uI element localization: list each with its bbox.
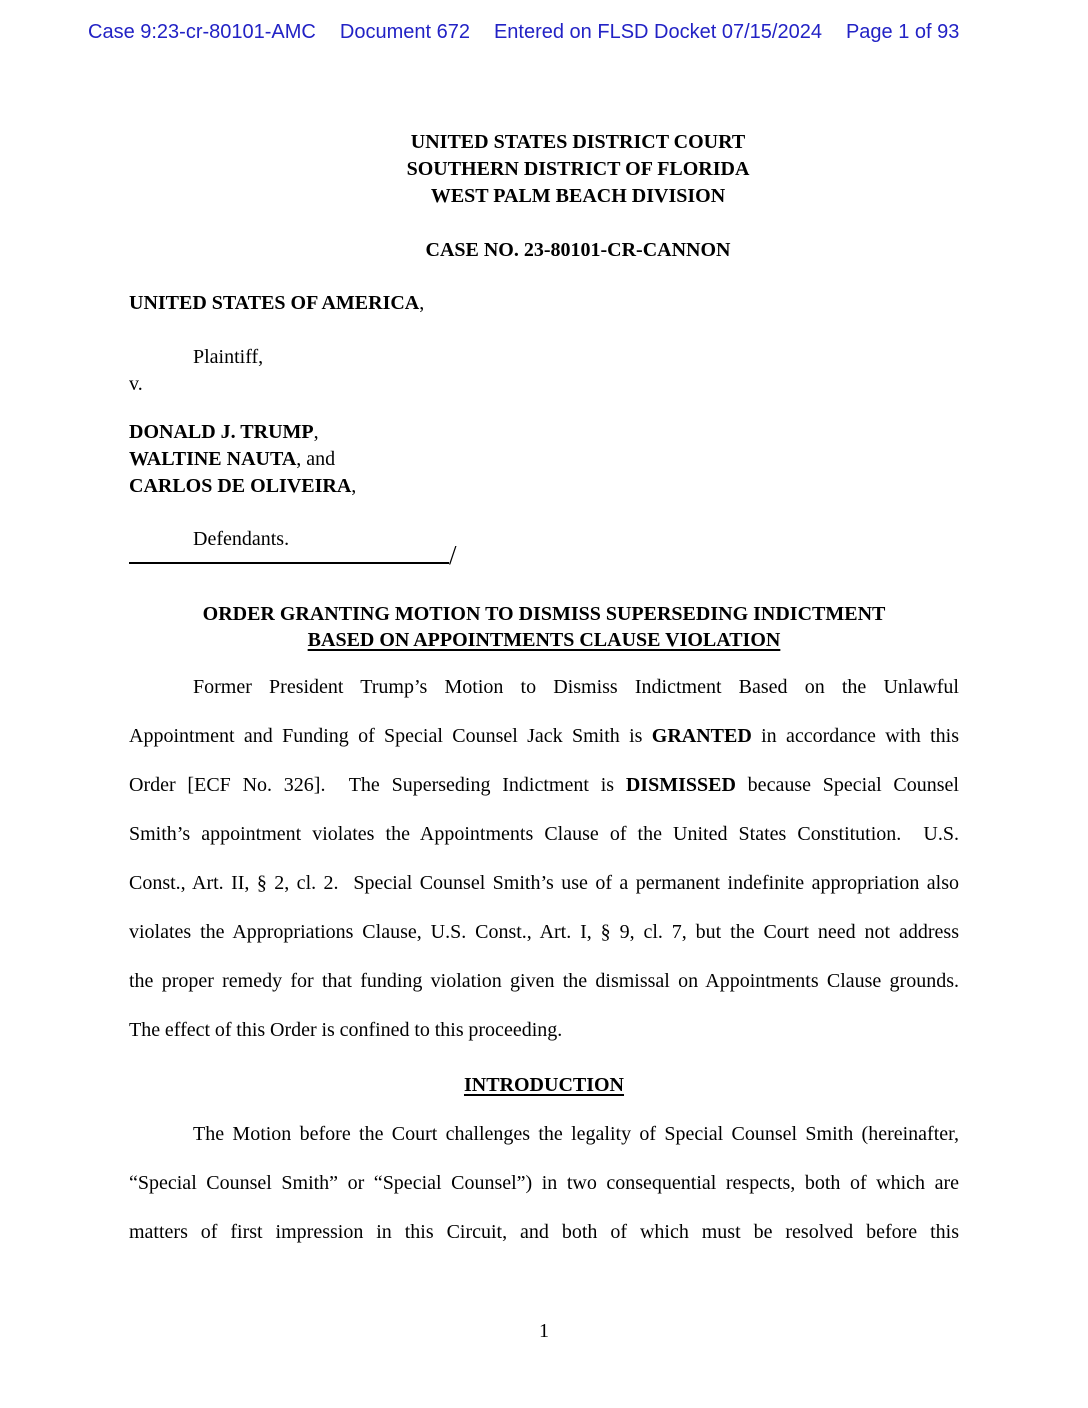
emphasized-text: GRANTED (651, 725, 752, 747)
text-run: “Special Counsel Smith” or “Special Counsel”) in two consequential respects, both of which are (129, 1172, 959, 1194)
docket-stamp (88, 21, 959, 44)
text-run: Appointment and Funding of Special Counsel Jack Smith is (129, 725, 652, 747)
district-name: SOUTHERN DISTRICT OF FLORIDA (406, 158, 750, 180)
spacer (129, 500, 959, 526)
defendant-line (129, 419, 959, 446)
introduction-section (129, 1061, 959, 1110)
text-line (129, 957, 959, 1006)
paragraph-2 (129, 1110, 959, 1257)
text-run: violates the Appropriations Clause, U.S. Const., Art. I, § 9, cl. 7, but the Court need not address (129, 921, 959, 943)
text-run: the proper remedy for that funding violation given the dismissal on Appointments Clause grounds. (129, 970, 959, 992)
caption-rule-line (129, 538, 449, 564)
text-run: The effect of this Order is confined to this proceeding. (129, 1019, 563, 1041)
versus-label: v. (129, 373, 143, 395)
docket-page-count: Page 1 of 93 (845, 21, 960, 43)
spacer (129, 398, 959, 419)
text-run: because Special Counsel (735, 774, 959, 796)
text-run: Const., Art. II, § 2, cl. 2. Special Counsel Smith’s use of a permanent indefinite appropriation also (129, 872, 959, 894)
defendant-name-suffix: , (313, 421, 319, 443)
text-line (129, 908, 959, 957)
text-line (129, 712, 959, 761)
order-title (129, 601, 959, 653)
introduction-heading: INTRODUCTION (463, 1074, 625, 1096)
case-number: CASE NO. 23-80101-CR-CANNON (425, 239, 731, 261)
text-line (129, 1110, 959, 1159)
defendant-name: WALTINE NAUTA (129, 448, 297, 470)
text-run: Smith’s appointment violates the Appointments Clause of the United States Constitution. U.S. (129, 823, 959, 845)
text-line (129, 663, 959, 712)
text-line (129, 1208, 959, 1257)
emphasized-text: DISMISSED (625, 774, 736, 796)
defendant-name-suffix: , and (296, 448, 336, 470)
order-title-line2: BASED ON APPOINTMENTS CLAUSE VIOLATION (307, 629, 781, 651)
plaintiff-role: Plaintiff, (193, 346, 264, 368)
plaintiff-line (129, 290, 959, 317)
text-run: Order [ECF No. 326]. The Superseding Indictment is (129, 774, 626, 796)
text-run: The Motion before the Court challenges the legality of Special Counsel Smith (hereinafter, (193, 1123, 959, 1145)
page-number: 1 (539, 1320, 549, 1342)
plaintiff-name: UNITED STATES OF AMERICA (129, 292, 420, 314)
defendant-name-suffix: , (351, 475, 357, 497)
paragraph-1 (129, 663, 959, 1055)
defendant-name: CARLOS DE OLIVEIRA (129, 475, 352, 497)
text-line (129, 1006, 959, 1055)
defendant-name: DONALD J. TRUMP (129, 421, 314, 443)
defendants-role: Defendants. (193, 528, 290, 550)
docket-entered-date: Entered on FLSD Docket 07/15/2024 (493, 21, 822, 43)
order-title-line1: ORDER GRANTING MOTION TO DISMISS SUPERSEDING INDICTMENT (202, 603, 886, 625)
text-run: Former President Trump’s Motion to Dismiss Indictment Based on the Unlawful (193, 676, 959, 698)
text-run: in accordance with this (751, 725, 959, 747)
docket-document-number: Document 672 (339, 21, 470, 43)
text-line (129, 859, 959, 908)
caption-rule (129, 538, 959, 571)
text-run: matters of first impression in this Circuit, and both of which must be resolved before this (129, 1221, 959, 1243)
court-name: UNITED STATES DISTRICT COURT (410, 131, 746, 153)
text-line (129, 810, 959, 859)
case-caption (129, 290, 959, 553)
text-line (129, 1159, 959, 1208)
text-line (129, 761, 959, 810)
plaintiff-name-suffix: , (419, 292, 425, 314)
spacer (129, 317, 959, 344)
docket-case-id: Case 9:23-cr-80101-AMC (88, 21, 316, 43)
caption-rule-slash: / (449, 540, 457, 570)
defendant-line (129, 446, 959, 473)
division-name: WEST PALM BEACH DIVISION (430, 185, 726, 207)
defendant-line (129, 473, 959, 500)
court-heading (129, 129, 1027, 210)
